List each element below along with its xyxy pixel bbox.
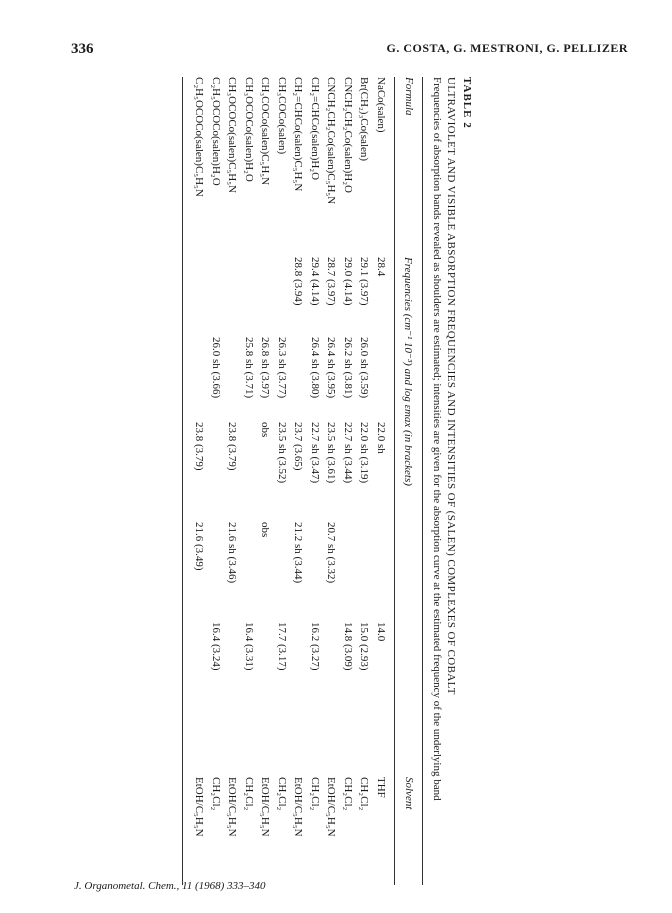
row-frequency-f3: obs bbox=[259, 422, 272, 438]
row-frequency-f3: 22.0 sh (3.19) bbox=[358, 422, 371, 484]
footer-citation: J. Organometal. Chem., 11 (1968) 333–340 bbox=[74, 880, 266, 892]
row-formula: CH₂=CHCo(salen)H₂O bbox=[309, 77, 321, 181]
row-frequency-f2: 26.4 sh (3.80) bbox=[309, 337, 321, 399]
row-frequency-f1: 29.1 (3.97) bbox=[358, 257, 371, 306]
row-frequency-f3: 23.8 (3.79) bbox=[193, 422, 206, 471]
row-frequency-f2: 26.2 sh (3.81) bbox=[342, 337, 354, 399]
row-frequency-f3: 23.5 sh (3.52) bbox=[276, 422, 288, 484]
row-solvent: EtOH/C₅H₅N bbox=[193, 777, 206, 837]
row-frequency-f4: 21.6 (3.49) bbox=[193, 522, 206, 571]
table-title: ULTRAVIOLET AND VISIBLE ABSORPTION FREQUENCIES AND INTENSITIES OF (SALEN) COMPLEXES OF COBALT bbox=[445, 77, 457, 695]
row-formula: NaCo(salen) bbox=[375, 77, 387, 133]
row-solvent: CH₂Cl₂ bbox=[309, 777, 321, 811]
row-formula: CH₂=CHCo(salen)C₅H₅N bbox=[292, 77, 305, 192]
row-formula: C₂H₅OCOCo(salen)H₂O bbox=[210, 77, 222, 186]
row-formula: CH₃OCOCo(salen)C₅H₅N bbox=[226, 77, 239, 193]
row-frequency-f4: 20.7 sh (3.32) bbox=[325, 522, 338, 584]
row-frequency-f5: 16.4 (3.24) bbox=[210, 622, 222, 671]
row-frequency-f1: 28.4 bbox=[375, 257, 387, 277]
table-bottom-rule bbox=[182, 77, 183, 885]
row-formula: CNCH₂CH₂Co(salen)H₂O bbox=[342, 77, 354, 193]
row-frequency-f2: 26.3 sh (3.77) bbox=[276, 337, 288, 399]
row-frequency-f5: 15.0 (2.93) bbox=[358, 622, 371, 671]
row-frequency-f4: obs bbox=[259, 522, 272, 538]
row-solvent: EtOH/C₅H₅N bbox=[259, 777, 272, 837]
row-frequency-f3: 22.7 sh (3.44) bbox=[342, 422, 354, 484]
header-frequencies: Frequencies (cm⁻¹ 10⁻³) and log εmax (in brackets) bbox=[402, 257, 414, 486]
row-frequency-f1: 28.7 (3.97) bbox=[325, 257, 338, 306]
row-frequency-f5: 17.7 (3.17) bbox=[276, 622, 288, 671]
header-solvent: Solvent bbox=[403, 777, 415, 810]
row-solvent: THF bbox=[375, 777, 387, 798]
row-frequency-f2: 25.8 sh (3.71) bbox=[243, 337, 255, 399]
row-frequency-f5: 14.8 (3.09) bbox=[342, 622, 354, 671]
row-frequency-f4: 21.6 sh (3.46) bbox=[226, 522, 239, 584]
row-solvent: CH₂Cl₂ bbox=[210, 777, 222, 811]
header-formula: Formula bbox=[403, 77, 415, 116]
rotated-table bbox=[173, 77, 473, 885]
row-solvent: CH₂Cl₂ bbox=[358, 777, 371, 811]
table-label: TABLE 2 bbox=[461, 77, 473, 129]
row-solvent: EtOH/C₅H₅N bbox=[226, 777, 239, 837]
row-formula: CH₃COCo(salen) bbox=[276, 77, 288, 155]
running-head: G. COSTA, G. MESTRONI, G. PELLIZER bbox=[386, 41, 628, 55]
row-frequency-f3: 23.5 sh (3.61) bbox=[325, 422, 338, 484]
row-formula: CH₃OCOCo(salen)H₂O bbox=[243, 77, 255, 182]
row-solvent: CH₂Cl₂ bbox=[342, 777, 354, 811]
row-frequency-f3: 23.8 (3.79) bbox=[226, 422, 239, 471]
row-formula: Br(CH₂)₃Co(salen) bbox=[358, 77, 371, 162]
row-frequency-f2: 26.4 sh (3.95) bbox=[325, 337, 338, 399]
row-solvent: CH₂Cl₂ bbox=[276, 777, 288, 811]
row-formula: CNCH₂CH₂Co(salen)C₅H₅N bbox=[325, 77, 338, 205]
row-frequency-f3: 23.7 (3.65) bbox=[292, 422, 305, 471]
row-solvent: EtOH/C₅H₅N bbox=[292, 777, 305, 837]
row-frequency-f3: 22.0 sh bbox=[375, 422, 387, 454]
row-frequency-f2: 26.8 sh (3.97) bbox=[259, 337, 272, 399]
row-frequency-f3: 22.7 sh (3.47) bbox=[309, 422, 321, 484]
row-frequency-f5: 16.2 (3.27) bbox=[309, 622, 321, 671]
row-frequency-f1: 29.4 (4.14) bbox=[309, 257, 321, 306]
table-caption: Frequencies of absorption bands revealed as shoulders are estimated; intensities are given for the absorption curve at the estimated frequency of the underlying band bbox=[431, 77, 443, 801]
row-frequency-f2: 26.0 sh (3.66) bbox=[210, 337, 222, 399]
row-formula: CH₃COCo(salen)C₅H₅N bbox=[259, 77, 272, 186]
page-number: 336 bbox=[71, 41, 94, 57]
row-frequency-f5: 14.0 bbox=[375, 622, 387, 642]
row-frequency-f1: 28.8 (3.94) bbox=[292, 257, 305, 306]
row-solvent: CH₂Cl₂ bbox=[243, 777, 255, 811]
table-top-rule bbox=[422, 77, 423, 885]
row-frequency-f1: 29.0 (4.14) bbox=[342, 257, 354, 306]
table-header-rule bbox=[394, 77, 395, 885]
row-formula: C₂H₅OCOCo(salen)C₅H₅N bbox=[193, 77, 206, 197]
row-solvent: EtOH/C₅H₅N bbox=[325, 777, 338, 837]
row-frequency-f2: 26.0 sh (3.59) bbox=[358, 337, 371, 399]
row-frequency-f5: 16.4 (3.31) bbox=[243, 622, 255, 671]
row-frequency-f4: 21.2 sh (3.44) bbox=[292, 522, 305, 584]
